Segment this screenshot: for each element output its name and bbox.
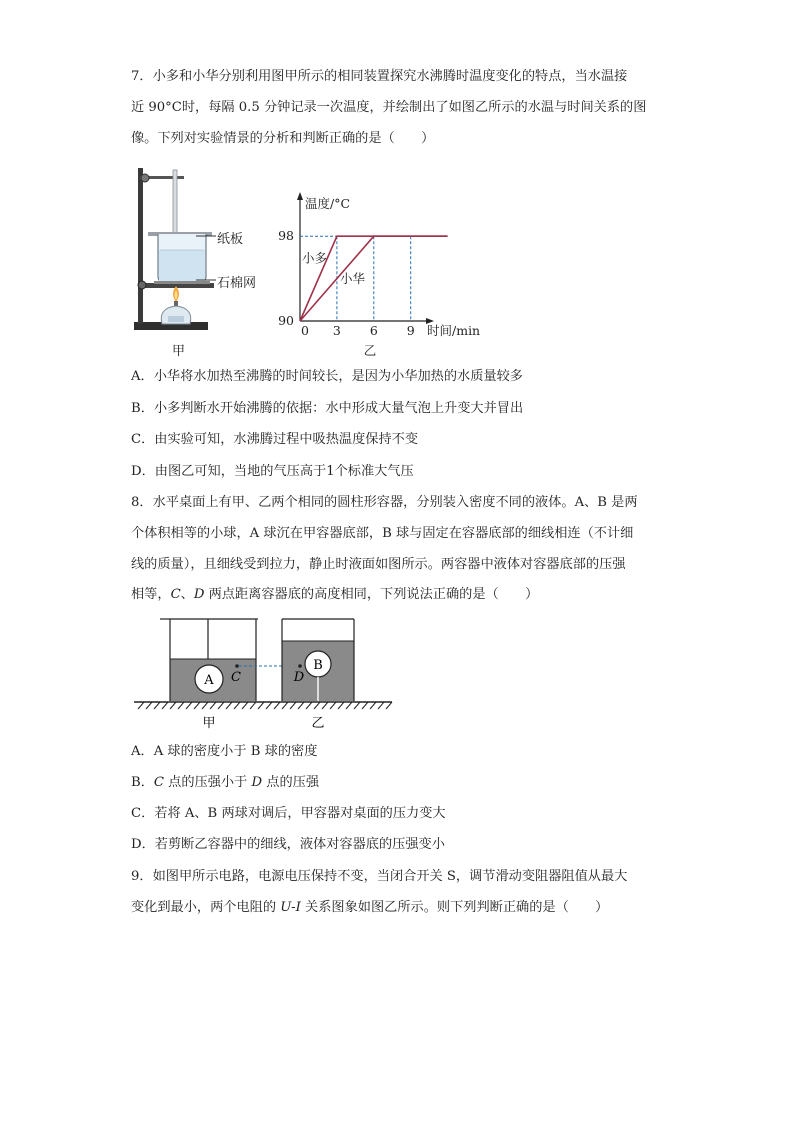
q7-option-d: D．由图乙可知，当地的气压高于1个标准大气压 [131, 464, 414, 479]
x-tick-9: 9 [406, 323, 415, 338]
point-c-label: C [231, 670, 241, 685]
y-axis-label: 温度/°C [305, 196, 351, 211]
label-shimianwang: 石棉网 [217, 276, 257, 291]
q8-optb-2: 点的压强小于 [163, 775, 252, 790]
q7-line-2: 近 90°C时，每隔 0.5 分钟记录一次温度，并绘制出了如图乙所示的水温与时间关系的图 [131, 100, 647, 115]
q9-line-1: 9．如图甲所示电路，电源电压保持不变，当闭合开关 S，调节滑动变阻器阻值从最大 [131, 869, 628, 884]
q8-line-2: 个体积相等的小球，A 球沉在甲容器底部，B 球与固定在容器底部的细线相连（不计细 [131, 526, 634, 541]
label-zhiban: 纸板 [217, 232, 244, 247]
y-axis-arrow [297, 192, 303, 200]
q8-line4-mid: 、 [180, 587, 194, 602]
q8-optb-c: C [153, 775, 164, 790]
temperature-time-chart [270, 188, 490, 360]
q8-point-d-text: D [193, 587, 205, 602]
x-tick-0: 0 [301, 323, 309, 338]
q9-line2-a: 变化到最小，两个电阻的 [131, 900, 281, 915]
series-label-xiaohua: 小华 [340, 270, 366, 286]
series-label-xiaoduo: 小多 [302, 250, 328, 266]
q8-option-c: C．若将 A、B 两球对调后，甲容器对桌面的压力变大 [131, 806, 446, 821]
q7-option-b: B．小多判断水开始沸腾的依据：水中形成大量气泡上升变大并冒出 [131, 401, 524, 416]
y-tick-90: 90 [278, 313, 294, 328]
x-axis-label: 时间/min [427, 323, 481, 338]
q8-line4-b: 两点距离容器底的高度相同，下列说法正确的是（ ） [204, 587, 539, 602]
caption-jia-q7: 甲 [172, 344, 186, 359]
x-tick-6: 6 [369, 323, 378, 338]
q8-optb-d: D [251, 775, 263, 790]
q8-option-a: A．A 球的密度小于 B 球的密度 [131, 744, 318, 759]
q9-line2-b: 关系图象如图乙所示。则下列判断正确的是（ ） [300, 900, 609, 915]
q8-option-b [131, 773, 319, 793]
ball-b-label: B [313, 658, 323, 673]
q9-line-2 [131, 898, 608, 918]
q7-option-a: A．小华将水加热至沸腾的时间较长，是因为小华加热的水质量较多 [131, 369, 523, 384]
q8-optb-3: 点的压强 [262, 775, 320, 790]
q9-ui-text: U-I [280, 900, 301, 915]
point-d-label: D [293, 670, 305, 685]
ball-a-label: A [204, 673, 214, 688]
x-tick-3: 3 [332, 323, 341, 338]
caption-yi-q7: 乙 [363, 343, 377, 358]
containers-figure [130, 615, 400, 735]
y-tick-98: 98 [278, 228, 294, 244]
q8-optb-1: B． [131, 775, 154, 790]
q8-line-4 [131, 585, 538, 605]
q8-line-3: 线的质量），且细线受到拉力，静止时液面如图所示。两容器中液体对容器底部的压强 [131, 557, 626, 572]
q8-option-d: D．若剪断乙容器中的细线，液体对容器底的压强变小 [131, 837, 445, 852]
q8-point-c-text: C [170, 587, 181, 602]
q7-line-1: 7．小多和小华分别利用图甲所示的相同装置探究水沸腾时温度变化的特点，当水温接 [131, 69, 628, 84]
q8-line4-a: 相等， [131, 587, 171, 602]
q8-line-1: 8．水平桌面上有甲、乙两个相同的圆柱形容器，分别装入密度不同的液体。A、B 是两 [131, 495, 638, 510]
caption-yi-q8: 乙 [311, 716, 325, 731]
q7-option-c: C．由实验可知，水沸腾过程中吸热温度保持不变 [131, 432, 419, 447]
q7-line-3: 像。下列对实验情景的分析和判断正确的是（ ） [131, 131, 435, 146]
caption-jia-q8: 甲 [202, 716, 216, 731]
